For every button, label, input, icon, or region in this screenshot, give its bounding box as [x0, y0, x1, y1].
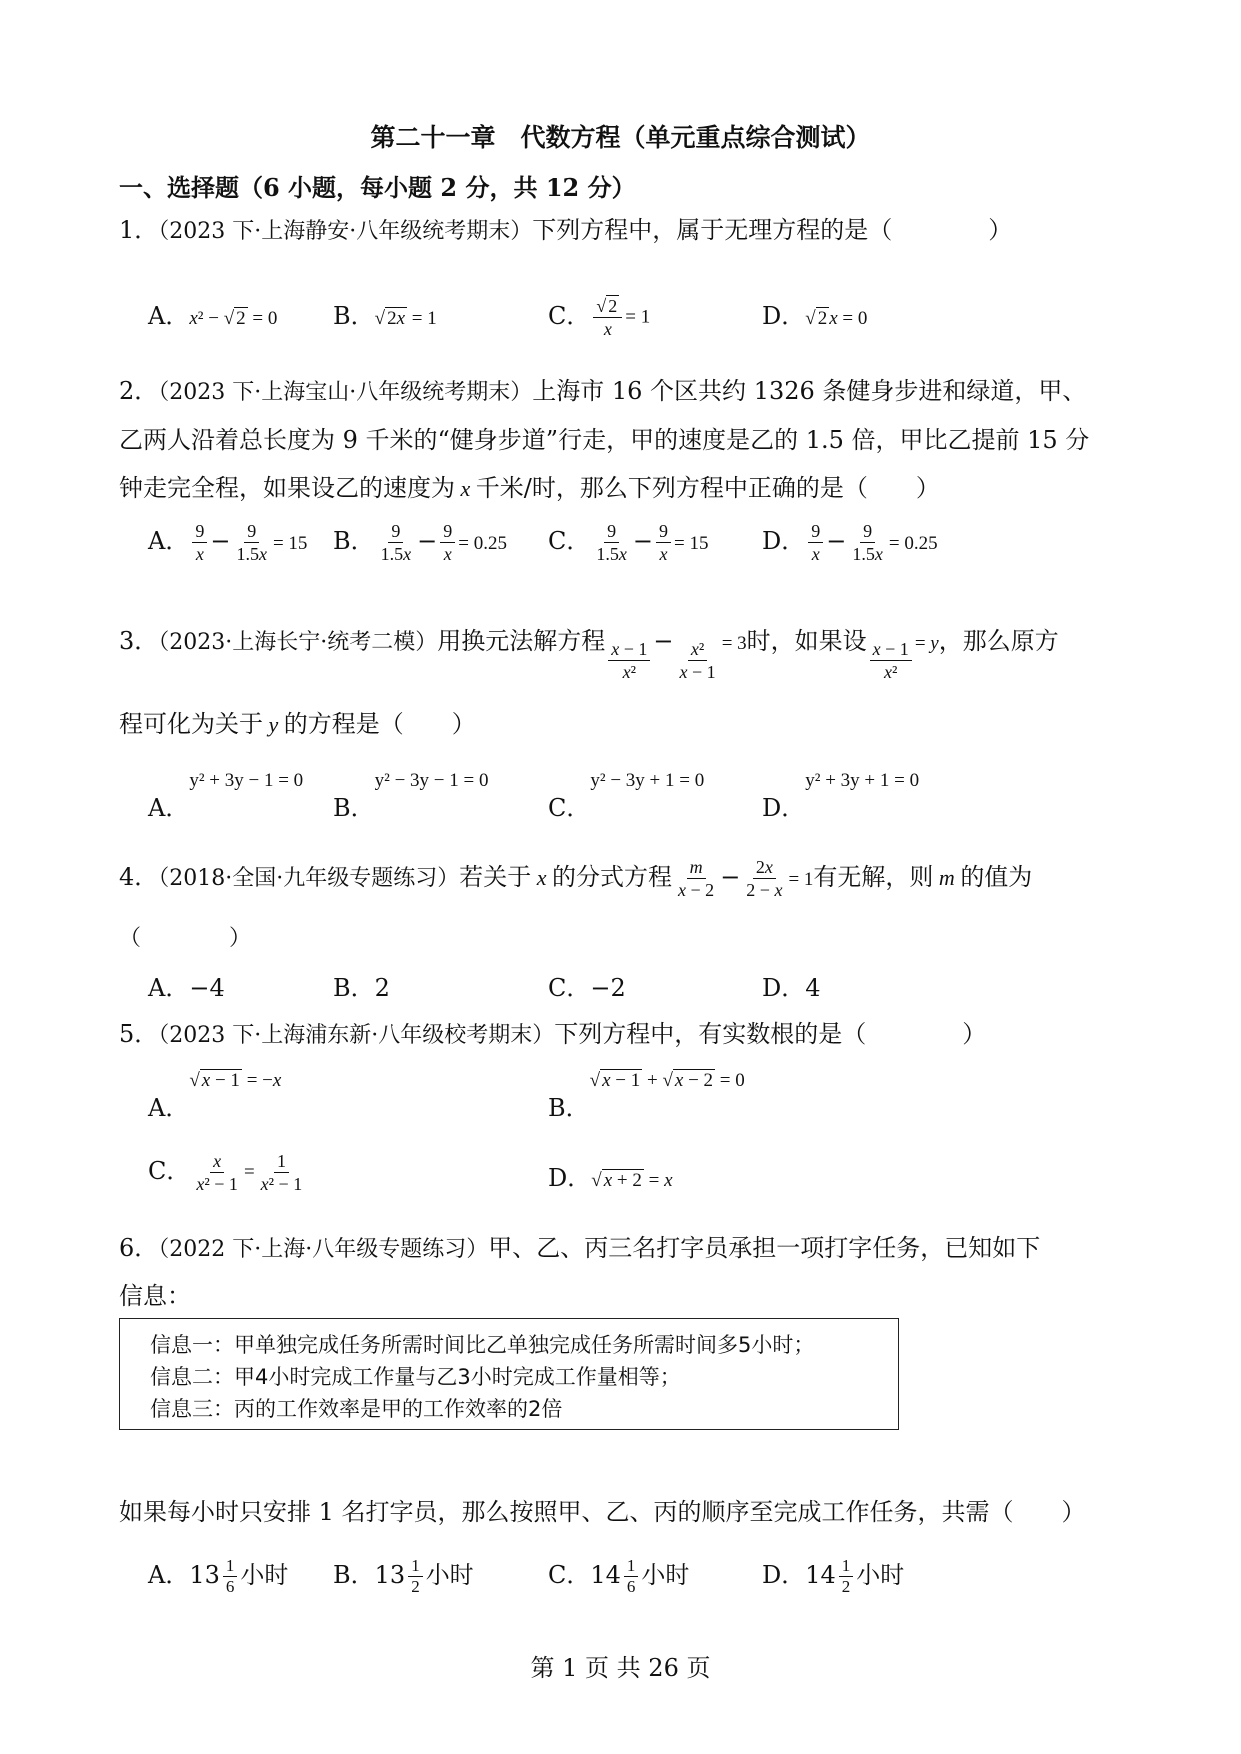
question-source: （2023 下·上海静安·八年级统考期末） [158, 219, 533, 244]
q5-option-b: B．$^{√ x - 1 + √ x - 2 = 0}$ [548, 1070, 745, 1122]
q5-option-d: D．√ x + 2 = x [548, 1164, 673, 1192]
q1-option-b-formula: √ 2x = 1 [374, 308, 437, 329]
q6-option-a: A．13 $\frac{1}{6}$ 小时 [148, 1556, 289, 1596]
q1-option-a: A．x² − √ 2 = 0 [148, 302, 278, 330]
q6-option-c: C．14 $\frac{1}{6}$ 小时 [548, 1556, 690, 1596]
question-number: 1． [119, 216, 159, 244]
q6-option-d: D．14 $\frac{1}{2}$ 小时 [762, 1556, 905, 1596]
info-line-1: 信息一：甲单独完成任务所需时间比乙单独完成任务所需时间多5小时； [150, 1333, 815, 1357]
q1-option-d-formula: √ 2 x = 0 [805, 308, 868, 329]
page-footer: 第 1 页 共 26 页 [530, 1654, 711, 1682]
q1-option-c-formula: $\frac{√ 2}{x}$ [593, 295, 622, 340]
section-heading: 一、选择题（6 小题，每小题 2 分，共 12 分） [119, 173, 636, 202]
q2-option-a: A． $\frac{9}{x}$ − $\frac{9}{1.5x}$ = 15 [148, 521, 308, 564]
page-title: 第二十一章 代数方程（单元重点综合测试） [370, 123, 871, 152]
q1-option-d: D．√ 2 x = 0 [762, 302, 868, 330]
question-4-line-1: 4．（2018·全国·九年级专题练习）若关于 x 的分式方程 $\frac{m}{x - 2}$ − $\frac{2x}{2 - x}$ = 1有无解，则 m 的值为 [119, 857, 1033, 900]
info-line-2: 信息二：甲4小时完成工作量与乙3小时完成工作量相等； [150, 1365, 681, 1389]
question-3-line-1: 3．（2023·上海长宁·统考二模）用换元法解方程 $\frac{x - 1}{\text{x²}}$ − $\frac{\text{x²}}{x - 1}$ = 3时，如果设 $\frac{x - 1}{\text{x²}}$ = y，那么原方 [119, 627, 1059, 682]
question-6-line-2: 信息： [119, 1282, 191, 1310]
question-1 [119, 214, 1012, 248]
q1-option-c: C． $\frac{√ 2}{x}$ = 1 [548, 296, 651, 339]
question-2-line-2: 乙两人沿着总长度为 9 千米的“健身步道”行走，甲的速度是乙的 1.5 倍，甲比乙提前 15 分 [119, 426, 1090, 454]
question-2-line-1: 2．（2023 下·上海宝山·八年级统考期末）上海市 16 个区共约 1326 条健身步进和绿道，甲、 [119, 377, 1087, 405]
q3-option-a: A．$^{y^2 + 3y - 1 = 0}$ [148, 770, 304, 822]
q1-option-a-formula: x² − √ 2 = 0 [189, 308, 278, 329]
q6-option-b: B．13 $\frac{1}{2}$ 小时 [333, 1556, 474, 1596]
q2-option-b: B． $\frac{9}{1.5x}$ − $\frac{9}{x}$ = 0.25 [333, 521, 507, 564]
q4-option-a: A．−4 [148, 974, 225, 1002]
info-line-3: 信息三：丙的工作效率是甲的工作效率的2倍 [150, 1397, 563, 1421]
question-5: 5．（2023 下·上海浦东新·八年级校考期末）下列方程中，有实数根的是（ ） [119, 1020, 987, 1048]
q3-option-c: C．$^{y^2 - 3y + 1 = 0}$ [548, 770, 705, 822]
q3-option-b: B．$^{y^2 - 3y - 1 = 0}$ [333, 770, 489, 822]
question-6-line-3: 如果每小时只安排 1 名打字员，那么按照甲、乙、丙的顺序至完成工作任务，共需（ ） [119, 1498, 1086, 1526]
q1-option-b: B．√ 2x = 1 [333, 302, 437, 330]
q5-option-a: A．$^{√ x - 1 = -x}$ [148, 1070, 282, 1122]
q4-option-c: C．−2 [548, 974, 626, 1002]
q3-option-d: D．$^{y^2 + 3y + 1 = 0}$ [762, 770, 920, 822]
question-stem: 下列方程中，属于无理方程的是（ ） [532, 216, 1013, 244]
question-4-paren: （ ） [119, 926, 252, 951]
info-box [119, 1318, 899, 1430]
question-2-line-3: 钟走完全程，如果设乙的速度为 x 千米/时，那么下列方程中正确的是（ ） [119, 474, 940, 502]
q2-option-d: D． $\frac{9}{x}$ − $\frac{9}{1.5x}$ = 0.25 [762, 521, 938, 564]
q4-option-b: B．2 [333, 974, 390, 1002]
question-6-line-1: 6．（2022 下·上海·八年级专题练习）甲、乙、丙三名打字员承担一项打字任务，已知如下 [119, 1234, 1041, 1262]
q5-option-c: C． $\frac{x}{\text{x² − 1}}$ = $\frac{1}{\text{x² − 1}}$ [148, 1151, 303, 1194]
question-3-line-2: 程可化为关于 y 的方程是（ ） [119, 710, 476, 738]
q2-option-c: C． $\frac{9}{1.5x}$ − $\frac{9}{x}$ = 15 [548, 521, 709, 564]
q4-option-d: D．4 [762, 974, 821, 1002]
